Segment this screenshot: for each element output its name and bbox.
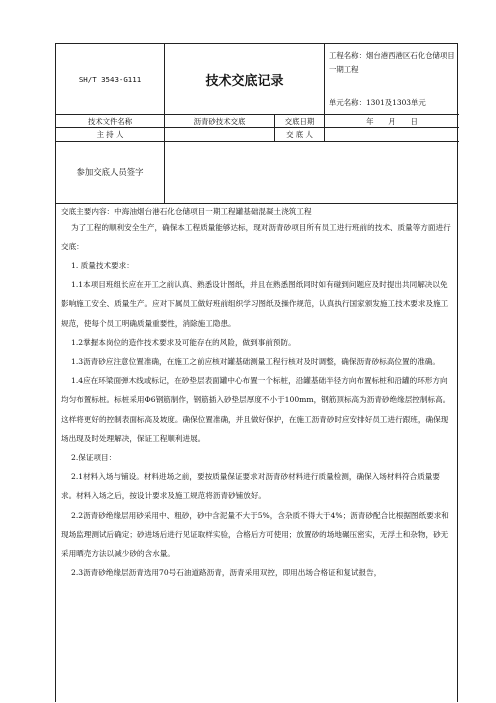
content-body <box>61 205 452 582</box>
file-name-label <box>56 114 164 127</box>
date-value <box>324 114 459 127</box>
participants-signature-area[interactable] <box>164 141 459 203</box>
section2-1: 2.1材料入场与铺设。材料进场之前，要按质量保证要求对沥青砂材料进行质量检测，确保入场材料符合质量要求。材料入场之后，按设计要求及施工规范将沥青砂铺放好。 <box>61 472 440 501</box>
briefer-label-text: 交 底 人 <box>286 130 313 139</box>
briefer-label <box>274 127 324 141</box>
project-info-cell <box>324 44 459 114</box>
briefer-value <box>324 127 459 141</box>
host-value <box>164 127 274 141</box>
content-area <box>56 203 457 703</box>
date-label <box>274 114 324 127</box>
file-name-value <box>164 114 274 127</box>
project-label: 工程名称： <box>329 51 366 60</box>
form-table <box>55 43 458 702</box>
content-intro: 为了工程的顺利安全生产，确保本工程质量能够达标，现对沥青砂项目所有员工进行班前的技术、质量等方面进行交底： <box>61 223 451 251</box>
host-label <box>56 127 164 141</box>
section1-title: 1. 质量技术要求： <box>71 261 134 270</box>
participants-label <box>56 141 164 203</box>
form-title-cell <box>164 44 324 114</box>
date-value-text: 年 月 日 <box>366 116 418 126</box>
section2-2: 2.2沥青砂绝缘层用砂采用中、粗砂，砂中含泥量不大于5%，含杂质不得大于4%；沥青砂配合比根据图纸要求和现场监理测试后确定；砂进场后进行见证取样实验，合格后方可使用；放置砂的场地碾压密实，无浮土和杂物，砂无采用晒売方法以减少砂的含水量。 <box>61 510 449 559</box>
page-title: 技术交底记录 <box>205 73 284 89</box>
participants-label-text: 参加交底人员签字 <box>76 167 144 177</box>
host-label-text: 主 持 人 <box>96 130 124 139</box>
section1-2: 1.2掌握本岗位的造作技术要求及可能存在的风险，做到事前预防。 <box>71 337 296 347</box>
project-name: 烟台港西港区石化仓储项目一期工程 <box>329 51 455 74</box>
section2-3: 2.3沥青砂绝缘层沥青选用70号石油道路沥青，沥青采用双控，即用出场合格证和复试报告， <box>71 568 382 578</box>
form-code-text: SH/T 3543-G111 <box>78 74 142 84</box>
project-name-block <box>329 49 455 77</box>
unit-label: 单元名称： <box>329 98 366 107</box>
file-name-label-text: 技术文件名称 <box>87 116 133 126</box>
unit-name-block <box>329 96 426 110</box>
section1-1: 1.1本项目班组长应在开工之前认真、熟悉设计图纸，并且在熟悉图纸同时如有碰到问题应及时提出共同解决以免影响施工安全、质量生产。应对下属员工做好班前组织学习图纸及操作规范，认真执行国家颁发施工技术要求及施工规范，使每个员工明确质量重要性，消除施工隐患。 <box>61 280 449 328</box>
file-name-value-text: 沥青砂技术交底 <box>193 116 246 126</box>
unit-name: 1301及1303单元 <box>365 98 426 107</box>
content-heading: 交底主要内容：中海油烟台港石化仓储项目一期工程罐基础混凝土浇筑工程 <box>61 207 312 216</box>
section1-3: 1.3沥青砂应注意位置准确，在施工之前应核对罐基础测量工程行核对及时调整，确保沥青砂标高位置的准确。 <box>71 357 440 367</box>
section1-4: 1.4应在环梁面弹木线或标记，在砂垫层表面罐中心布置一个标桩，沿罐基础半径方向布置标桩和沿罐的环形方向均匀布置标桩。标桩采用Φ6钢筋制作，钢筋插入砂垫层厚度不小于100mm，钢筋顶标高为沥青砂绝缘层控制标高。这样将更好的控制表面标高及坡度。确保位置准确，并且做好保护，在施工沥青砂时应安排好员工进行跟班，确保现场出现及时处理解决，保证工程顺利进展。 <box>61 376 451 443</box>
date-label-text: 交底日期 <box>284 116 315 126</box>
section2-title: 2.保证项目： <box>71 453 117 463</box>
form-code <box>56 44 164 114</box>
